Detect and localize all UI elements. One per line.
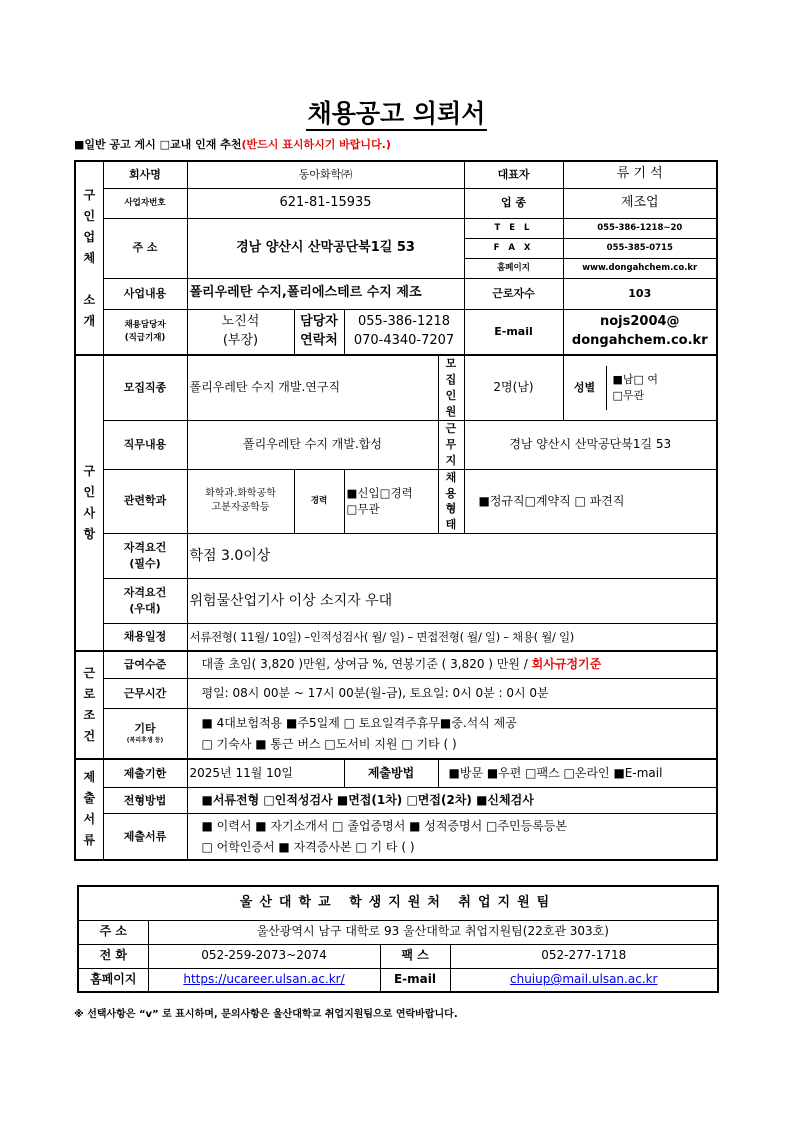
manager-email: nojs2004@ dongahchem.co.kr <box>563 309 717 355</box>
required-qualification: 학점 3.0이상 <box>187 534 717 579</box>
employment-type: ■정규직□계약직 □ 파견직 <box>464 469 717 534</box>
headcount: 2명(남) <box>464 355 563 420</box>
schedule-label: 채용일정 <box>103 624 187 651</box>
hiring-schedule: 서류전형( 11월/ 10일) –인적성검사( 월/ 일) – 면접전형( 월/ 일) – 채용( 월/ 일) <box>187 624 717 651</box>
contact-email-label: E-mail <box>380 968 450 992</box>
homepage-label: 홈페이지 <box>464 258 563 278</box>
ceo-name: 류 기 석 <box>563 161 717 188</box>
work-hours: 평일: 08시 00분 ~ 17시 00분(월-금), 토요일: 0시 0분 : 0시 0분 <box>187 679 717 709</box>
biz-no-label: 사업자번호 <box>103 188 187 218</box>
address-label: 주 소 <box>103 218 187 278</box>
etc-label: 기타 (복리후생 등) <box>103 709 187 759</box>
document-title: 채용공고 의뢰서 <box>0 94 793 130</box>
company-name: 동아화학㈜ <box>187 161 464 188</box>
position: 폴리우레탄 수지 개발.연구직 <box>187 355 438 420</box>
contact-phone-label: 전 화 <box>78 944 148 968</box>
benefits: ■ 4대보험적용 ■주5일제 □ 토요일격주휴무■중.석식 제공 □ 기숙사 ■ 통근 버스 □도서비 지원 □ 기타 ( ) <box>187 709 717 759</box>
method-label: 제출방법 <box>344 759 438 788</box>
preferred-qualification: 위험물산업기사 이상 소지자 우대 <box>187 579 717 624</box>
employee-count: 103 <box>563 278 717 309</box>
job-section-label: 구 인 사 항 <box>75 355 103 651</box>
position-label: 모집직종 <box>103 355 187 420</box>
submit-method: ■방문 ■우편 □팩스 □온라인 ■E-mail <box>438 759 717 788</box>
contact-phone: 052-259-2073~2074 <box>148 944 380 968</box>
workplace-label: 근무지 <box>438 420 464 469</box>
university-contact-table <box>77 885 719 993</box>
duty-label: 직무내용 <box>103 420 187 469</box>
biz-no: 621-81-15935 <box>187 188 464 218</box>
ceo-label: 대표자 <box>464 161 563 188</box>
manager-phone: 055-386-1218 070-4340-7207 <box>344 309 464 355</box>
manager-contact-label: 담당자 연락처 <box>294 309 344 355</box>
employees-label: 근로자수 <box>464 278 563 309</box>
company-fax: 055-385-0715 <box>563 238 717 258</box>
business-label: 사업내용 <box>103 278 187 309</box>
tel-label: T E L <box>464 218 563 238</box>
fax-label: F A X <box>464 238 563 258</box>
required-label: 자격요건 (필수) <box>103 534 187 579</box>
career: ■신입□경력 □무관 <box>344 469 438 534</box>
process-label: 전형방법 <box>103 788 187 814</box>
contact-email-link[interactable]: chuiup@mail.ulsan.ac.kr <box>509 972 658 987</box>
industry-label: 업 종 <box>464 188 563 218</box>
pay-label: 급여수준 <box>103 651 187 679</box>
contact-fax-label: 팩 스 <box>380 944 450 968</box>
posting-type-notice: ■일반 공고 게시 □교내 인재 추천(반드시 표시하시기 바랍니다.) <box>74 138 391 151</box>
company-tel: 055-386-1218~20 <box>563 218 717 238</box>
industry: 제조업 <box>563 188 717 218</box>
company-homepage: www.dongahchem.co.kr <box>563 258 717 278</box>
workplace: 경남 양산시 산막공단북1길 53 <box>464 420 717 469</box>
gender-label: 성별 <box>564 366 607 410</box>
footnote: ※ 선택사항은 “v” 로 표시하며, 문의사항은 울산대학교 취업지원팀으로 연락바랍니다. <box>74 1009 458 1020</box>
docs-label: 제출서류 <box>103 814 187 860</box>
contact-homepage-link[interactable]: https://ucareer.ulsan.ac.kr/ <box>183 972 345 987</box>
related-major: 화학과.화학공학 고분자공학등 <box>187 469 294 534</box>
manager-label: 채용담당자 (직급기재) <box>103 309 187 355</box>
manager-name: 노진석 (부장) <box>187 309 294 355</box>
business-content: 폴리우레탄 수지,폴리에스테르 수지 제조 <box>187 278 464 309</box>
company-name-label: 회사명 <box>103 161 187 188</box>
contact-address: 울산광역시 남구 대학로 93 울산대학교 취업지원팀(22호관 303호) <box>148 920 718 944</box>
hours-label: 근무시간 <box>103 679 187 709</box>
required-documents: ■ 이력서 ■ 자기소개서 □ 졸업증명서 ■ 성적증명서 □주민등록등본 □ 어학인증서 ■ 자격증사본 □ 기 타 ( ) <box>187 814 717 860</box>
gender-cell <box>563 355 717 420</box>
major-label: 관련학과 <box>103 469 187 534</box>
work-section-label: 근 로 조 건 <box>75 651 103 759</box>
company-address: 경남 양산시 산막공단북1길 53 <box>187 218 464 278</box>
gender: ■남□ 여 □무관 <box>612 372 659 402</box>
contact-header: 울산대학교 학생지원처 취업지원팀 <box>78 886 718 920</box>
preferred-label: 자격요건 (우대) <box>103 579 187 624</box>
duty: 폴리우레탄 수지 개발.합성 <box>187 420 438 469</box>
deadline-label: 제출기한 <box>103 759 187 788</box>
contact-fax: 052-277-1718 <box>450 944 718 968</box>
selection-process: ■서류전형 □인적성검사 ■면접(1차) □면접(2차) ■신체검사 <box>187 788 717 814</box>
employment-type-label: 채용 형태 <box>438 469 464 534</box>
email-label: E-mail <box>464 309 563 355</box>
contact-homepage-label: 홈페이지 <box>78 968 148 992</box>
contact-address-label: 주 소 <box>78 920 148 944</box>
pay-level: 대졸 초임( 3,820 )만원, 상여금 %, 연봉기준 ( 3,820 ) 만원 / 회사규정기준 <box>187 651 717 679</box>
deadline: 2025년 11월 10일 <box>187 759 344 788</box>
job-request-form <box>74 160 718 861</box>
career-label: 경력 <box>294 469 344 534</box>
company-section-label: 구 인 업 체 소 개 <box>75 161 103 355</box>
submit-section-label: 제 출 서 류 <box>75 759 103 860</box>
headcount-label: 모집 인원 <box>438 355 464 420</box>
